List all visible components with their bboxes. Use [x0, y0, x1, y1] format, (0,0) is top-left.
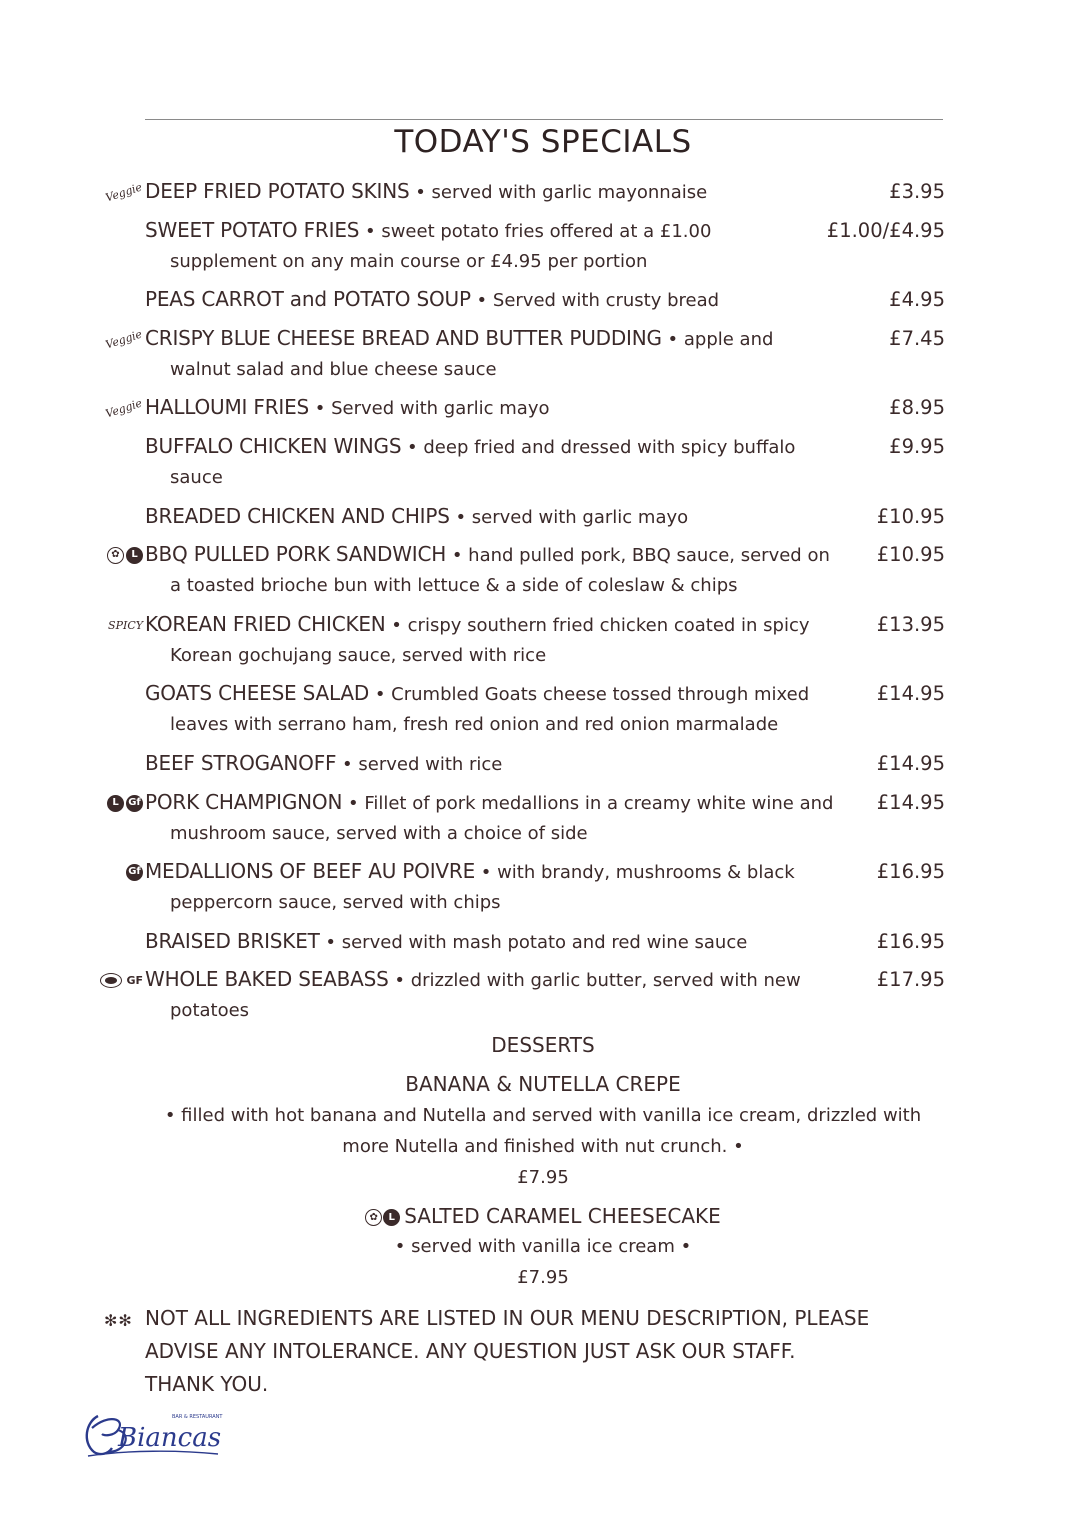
dessert-description: • served with vanilla ice cream • [394, 1236, 692, 1257]
dessert-name-row [0, 1204, 1086, 1228]
diet-badges [105, 180, 143, 204]
diet-badges [107, 543, 143, 567]
item-description: Served with garlic mayo [331, 398, 550, 419]
separator: • [661, 329, 684, 350]
note-line: THANK YOU. [145, 1372, 269, 1396]
item-name: WHOLE BAKED SEABASS [145, 967, 389, 991]
separator: • [359, 221, 382, 242]
item-name: BBQ PULLED PORK SANDWICH [145, 542, 447, 566]
menu-item [145, 501, 945, 532]
dessert-name: SALTED CARAMEL CHEESECAKE [404, 1204, 721, 1228]
item-name: KOREAN FRIED CHICKEN [145, 612, 386, 636]
lactose-icon: L [383, 1209, 400, 1226]
item-price: £3.95 [889, 180, 945, 203]
item-description-cont: supplement on any main course or £4.95 per portion [170, 251, 648, 272]
item-description-cont: Korean gochujang sauce, served with rice [170, 645, 547, 666]
item-description-cont: potatoes [170, 1000, 250, 1021]
item-name: CRISPY BLUE CHEESE BREAD AND BUTTER PUDDING [145, 326, 662, 350]
gluten-free-icon: Gf [126, 795, 143, 812]
item-price: £17.95 [876, 968, 945, 991]
lactose-icon: L [126, 547, 143, 564]
item-description: crispy southern fried chicken coated in spicy [407, 615, 810, 636]
separator: • [385, 615, 408, 636]
item-description-cont: walnut salad and blue cheese sauce [170, 359, 497, 380]
logo-text: Biancas [118, 1423, 222, 1453]
diet-badges [100, 968, 143, 992]
item-description: sweet potato fries offered at a £1.00 [381, 221, 712, 242]
item-description: Crumbled Goats cheese tossed through mixed [391, 684, 810, 705]
diet-badges [108, 613, 143, 637]
allergen-note [145, 1302, 935, 1401]
item-price: £9.95 [889, 435, 945, 458]
item-description: with brandy, mushrooms & black [497, 862, 795, 883]
menu-item [145, 284, 945, 315]
menu-item [145, 678, 945, 740]
menu-item [145, 431, 945, 493]
item-price: £14.95 [876, 682, 945, 705]
fish-icon [100, 973, 122, 988]
menu-item [104, 323, 945, 385]
menu-item [126, 964, 945, 1026]
item-price: £10.95 [876, 505, 945, 528]
item-price: £16.95 [876, 860, 945, 883]
item-description: served with garlic mayo [471, 507, 689, 528]
item-description: served with mash potato and red wine sauce [341, 932, 748, 953]
gluten-free-icon: GF [126, 973, 143, 987]
menu-item [128, 856, 945, 918]
veggie-icon: Veggie [104, 396, 145, 420]
item-description: drizzled with garlic butter, served with new [410, 970, 801, 991]
separator: • [401, 437, 424, 458]
item-description-cont: sauce [170, 467, 223, 488]
menu-item [111, 539, 945, 601]
desserts-heading: DESSERTS [491, 1033, 595, 1057]
item-name: SWEET POTATO FRIES [145, 218, 360, 242]
menu-item [104, 176, 945, 207]
item-name: BEEF STROGANOFF [145, 751, 337, 775]
spicy-icon: SPICY [108, 618, 143, 632]
diet-badges [126, 860, 143, 884]
item-name: BUFFALO CHICKEN WINGS [145, 434, 402, 458]
item-description: Served with crusty bread [492, 290, 720, 311]
menu-item [145, 748, 945, 779]
item-description-cont: leaves with serrano ham, fresh red onion and red onion marmalade [170, 714, 779, 735]
item-description: served with rice [358, 754, 503, 775]
item-description: apple and [683, 329, 774, 350]
menu-item [112, 787, 945, 849]
item-name: BRAISED BRISKET [145, 929, 320, 953]
dessert-price: £7.95 [517, 1267, 569, 1288]
item-price: £14.95 [876, 791, 945, 814]
diet-badges [105, 396, 143, 420]
separator: • [336, 754, 359, 775]
item-price: £13.95 [876, 613, 945, 636]
menu-item [108, 609, 945, 671]
dessert-description-cont: more Nutella and finished with nut crunch. • [342, 1136, 744, 1157]
veggie-icon: Veggie [104, 327, 145, 351]
wheat-icon: ✿ [107, 547, 124, 564]
item-price: £8.95 [889, 396, 945, 419]
separator: • [342, 793, 365, 814]
separator: • [475, 862, 498, 883]
separator: • [319, 932, 342, 953]
item-description: deep fried and dressed with spicy buffalo [423, 437, 796, 458]
item-price: £16.95 [876, 930, 945, 953]
separator: • [470, 290, 493, 311]
item-price: £4.95 [889, 288, 945, 311]
item-name: PORK CHAMPIGNON [145, 790, 343, 814]
item-description-cont: mushroom sauce, served with a choice of side [170, 823, 588, 844]
restaurant-logo [78, 1404, 228, 1462]
gluten-free-icon: Gf [126, 864, 143, 881]
item-name: DEEP FRIED POTATO SKINS [145, 179, 410, 203]
diet-badges [105, 327, 143, 351]
separator: • [409, 182, 432, 203]
separator: • [369, 684, 392, 705]
item-description: Fillet of pork medallions in a creamy white wine and [364, 793, 834, 814]
asterisk-icon: ✻✻ [104, 1311, 133, 1330]
note-line: ADVISE ANY INTOLERANCE. ANY QUESTION JUST ASK OUR STAFF. [145, 1339, 796, 1363]
item-name: PEAS CARROT and POTATO SOUP [145, 287, 471, 311]
diet-badges [107, 791, 143, 815]
item-name: BREADED CHICKEN AND CHIPS [145, 504, 450, 528]
item-name: GOATS CHEESE SALAD [145, 681, 370, 705]
item-description-cont: a toasted brioche bun with lettuce & a side of coleslaw & chips [170, 575, 738, 596]
dessert-description: • filled with hot banana and Nutella and served with vanilla ice cream, drizzled with [164, 1105, 922, 1126]
menu-item [145, 215, 945, 277]
item-price: £14.95 [876, 752, 945, 775]
page-title: TODAY'S SPECIALS [394, 124, 692, 160]
menu-item [145, 926, 945, 957]
item-name: MEDALLIONS OF BEEF AU POIVRE [145, 859, 476, 883]
item-price: £1.00/£4.95 [826, 219, 945, 242]
separator: • [388, 970, 411, 991]
separator: • [446, 545, 469, 566]
item-description-cont: peppercorn sauce, served with chips [170, 892, 501, 913]
separator: • [309, 398, 332, 419]
dessert-name: BANANA & NUTELLA CREPE [405, 1072, 681, 1096]
item-description: served with garlic mayonnaise [431, 182, 708, 203]
item-name: HALLOUMI FRIES [145, 395, 310, 419]
veggie-icon: Veggie [104, 180, 145, 204]
lactose-icon: L [107, 795, 124, 812]
item-price: £10.95 [876, 543, 945, 566]
note-line: NOT ALL INGREDIENTS ARE LISTED IN OUR MENU DESCRIPTION, PLEASE [145, 1306, 870, 1330]
menu-item [104, 392, 945, 423]
logo-tagline: BAR & RESTAURANT [172, 1414, 223, 1420]
separator: • [449, 507, 472, 528]
item-price: £7.45 [889, 327, 945, 350]
dessert-price: £7.95 [517, 1167, 569, 1188]
item-description: hand pulled pork, BBQ sauce, served on [468, 545, 830, 566]
wheat-icon: ✿ [365, 1209, 382, 1226]
title-rule [145, 119, 943, 120]
